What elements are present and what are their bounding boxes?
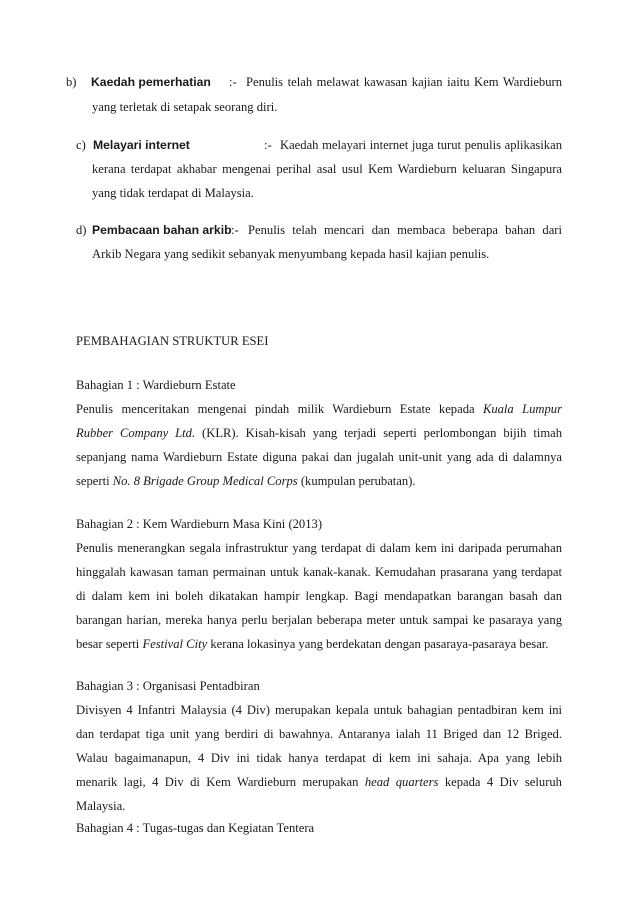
part-heading: Bahagian 2 : Kem Wardieburn Masa Kini (2013) (76, 517, 323, 531)
paragraph-line: besar seperti Festival City kerana lokasinya yang berdekatan dengan pasaraya-pasaraya besar. (76, 637, 549, 651)
paragraph-line: Malaysia. (76, 799, 126, 813)
method-text: Kaedah melayari internet juga turut penulis aplikasikan (280, 138, 562, 152)
paragraph-line: Divisyen 4 Infantri Malaysia (4 Div) merupakan kepala untuk bahagian pentadbiran kem ini (76, 703, 562, 717)
method-text-line: Arkib Negara yang sedikit sebanyak menyumbang kepada hasil kajian penulis. (92, 247, 490, 261)
paragraph-line: Walau bagaimanapun, 4 Div ini tidak hanya terdapat di kem ini sahaja. Apa yang lebih (76, 751, 562, 765)
part-heading: Bahagian 3 : Organisasi Pentadbiran (76, 679, 260, 693)
paragraph-line: menarik lagi, 4 Div di Kem Wardieburn merupakan head quarters kepada 4 Div seluruh (76, 775, 562, 789)
part-heading: Bahagian 1 : Wardieburn Estate (76, 378, 236, 392)
paragraph-line: Penulis menerangkan segala infrastruktur yang terdapat di dalam kem ini daripada perumahan (76, 541, 562, 555)
method-text-line: yang tidak terdapat di Malaysia. (92, 186, 254, 200)
item-letter: b) (66, 75, 77, 89)
part-heading: Bahagian 4 : Tugas-tugas dan Kegiatan Tentera (76, 821, 315, 835)
method-title: Kaedah pemerhatian (91, 75, 211, 89)
separator: :- (229, 75, 237, 89)
method-text-line: kerana terdapat akhabar mengenai perihal asal usul Kem Wardieburn keluaran Singapura (92, 162, 562, 176)
item-letter: d) (76, 223, 87, 237)
item-letter: c) (76, 138, 86, 152)
method-text: Penulis telah mencari dan membaca beberapa bahan dari (248, 223, 562, 237)
paragraph-line: barangan harian, mereka hanya perlu berjalan beberapa meter untuk sampai ke pasaraya yang (76, 613, 562, 627)
paragraph-line: Penulis menceritakan mengenai pindah milik Wardieburn Estate kepada Kuala Lumpur (76, 402, 562, 416)
separator: :- (231, 223, 239, 237)
method-text: Penulis telah melawat kawasan kajian iaitu Kem Wardieburn (246, 75, 562, 89)
separator: :- (264, 138, 272, 152)
method-text-line: yang terletak di setapak seorang diri. (92, 100, 278, 114)
paragraph-line: di dalam kem ini boleh dikatakan hampir lengkap. Bagi mendapatkan barangan basah dan (76, 589, 562, 603)
method-title: Melayari internet (93, 138, 190, 152)
paragraph-line: dan terdapat tiga unit yang berdiri di bawahnya. Antaranya ialah 11 Briged dan 12 Briged. (76, 727, 562, 741)
paragraph-line: Rubber Company Ltd. (KLR). Kisah-kisah yang terjadi seperti perlombongan bijih timah (76, 426, 563, 440)
paragraph-line: hinggalah kawasan taman permainan untuk kanak-kanak. Kemudahan prasarana yang terdapat (76, 565, 562, 579)
method-title: Pembacaan bahan arkib (92, 223, 232, 237)
paragraph-line: seperti No. 8 Brigade Group Medical Corps (kumpulan perubatan). (76, 474, 416, 488)
section-title: PEMBAHAGIAN STRUKTUR ESEI (76, 334, 269, 348)
paragraph-line: sepanjang nama Wardieburn Estate diguna pakai dan jugalah unit-unit yang ada di dalamnya (76, 450, 562, 464)
